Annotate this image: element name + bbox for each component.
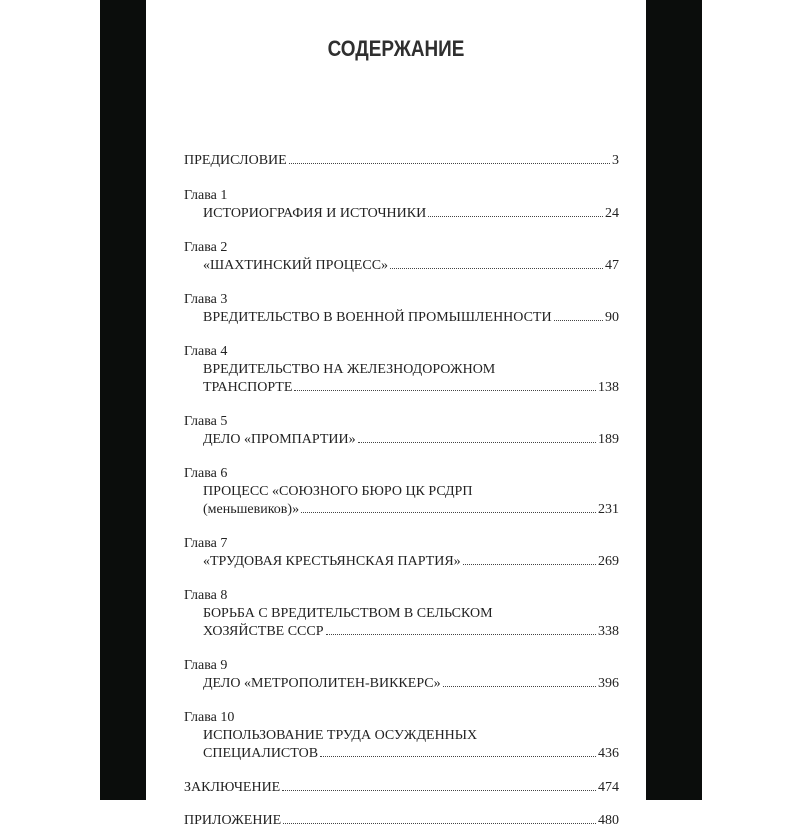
- dot-leader: [320, 755, 596, 757]
- chapter-label: Глава 6: [184, 466, 228, 481]
- toc-entry: [184, 343, 619, 397]
- page-number: 138: [598, 380, 619, 395]
- chapter-label: Глава 10: [184, 710, 235, 725]
- toc-entry: [184, 291, 619, 327]
- entry-title: ХОЗЯЙСТВЕ СССР: [203, 624, 324, 639]
- entry-title: ПРОЦЕСС «СОЮЗНОГО БЮРО ЦК РСДРП: [203, 484, 473, 499]
- page-number: 269: [598, 554, 619, 569]
- dot-leader: [301, 511, 596, 513]
- entry-title: ДЕЛО «МЕТРОПОЛИТЕН-ВИККЕРС»: [203, 676, 441, 691]
- toc-entry: [184, 657, 619, 693]
- page-number: 474: [598, 780, 619, 795]
- dot-leader: [289, 162, 610, 164]
- dot-leader: [358, 441, 596, 443]
- page-number: 396: [598, 676, 619, 691]
- chapter-label: Глава 8: [184, 588, 228, 603]
- chapter-label: Глава 9: [184, 658, 228, 673]
- entry-title: ТРАНСПОРТЕ: [203, 380, 293, 395]
- entry-title: «ТРУДОВАЯ КРЕСТЬЯНСКАЯ ПАРТИЯ»: [203, 554, 461, 569]
- page-number: 24: [605, 206, 619, 221]
- chapter-label: Глава 7: [184, 536, 228, 551]
- toc-entry: [184, 812, 619, 830]
- entry-title: ИСПОЛЬЗОВАНИЕ ТРУДА ОСУЖДЕННЫХ: [203, 728, 478, 743]
- dot-leader: [463, 563, 596, 565]
- entry-title: ИСТОРИОГРАФИЯ И ИСТОЧНИКИ: [203, 206, 427, 221]
- page-number: 90: [605, 310, 619, 325]
- dark-border-left: [100, 0, 146, 800]
- chapter-label: Глава 1: [184, 188, 228, 203]
- page-number: 436: [598, 746, 619, 761]
- dot-leader: [282, 789, 596, 791]
- toc-entry: [184, 779, 619, 797]
- page-title: СОДЕРЖАНИЕ: [327, 36, 465, 61]
- book-page: [146, 0, 646, 828]
- dot-leader: [443, 685, 596, 687]
- dot-leader: [428, 215, 603, 217]
- page-number: 338: [598, 624, 619, 639]
- page-number: 47: [605, 258, 619, 273]
- toc-entry: [184, 187, 619, 223]
- chapter-label: Глава 2: [184, 240, 228, 255]
- chapter-label: Глава 3: [184, 292, 228, 307]
- toc-entry: [184, 239, 619, 275]
- toc-entry: [184, 465, 619, 519]
- entry-title: ПРИЛОЖЕНИЕ: [184, 813, 282, 828]
- page-number: 189: [598, 432, 619, 447]
- chapter-label: Глава 4: [184, 344, 228, 359]
- toc-entry: [184, 413, 619, 449]
- dark-border-right: [646, 0, 702, 800]
- toc-entry: [184, 535, 619, 571]
- page-number: 231: [598, 502, 619, 517]
- dot-leader: [390, 267, 603, 269]
- dot-leader: [554, 319, 603, 321]
- chapter-label: Глава 5: [184, 414, 228, 429]
- table-of-contents: [184, 136, 619, 830]
- dot-leader: [326, 633, 596, 635]
- toc-entry: [184, 709, 619, 763]
- entry-title: СПЕЦИАЛИСТОВ: [203, 746, 319, 761]
- entry-title: ЗАКЛЮЧЕНИЕ: [184, 780, 281, 795]
- entry-title: ВРЕДИТЕЛЬСТВО НА ЖЕЛЕЗНОДОРОЖНОМ: [203, 362, 496, 377]
- toc-entry: [184, 152, 619, 170]
- entry-title: БОРЬБА С ВРЕДИТЕЛЬСТВОМ В СЕЛЬСКОМ: [203, 606, 493, 621]
- entry-title: (меньшевиков)»: [203, 502, 300, 517]
- dot-leader: [283, 822, 596, 824]
- entry-title: ДЕЛО «ПРОМПАРТИИ»: [203, 432, 356, 447]
- page-number: 480: [598, 813, 619, 828]
- toc-entry: [184, 587, 619, 641]
- entry-title: «ШАХТИНСКИЙ ПРОЦЕСС»: [203, 258, 389, 273]
- dot-leader: [294, 389, 596, 391]
- entry-title: ВРЕДИТЕЛЬСТВО В ВОЕННОЙ ПРОМЫШЛЕННОСТИ: [203, 310, 552, 325]
- entry-title: ПРЕДИСЛОВИЕ: [184, 153, 287, 168]
- page-number: 3: [612, 153, 619, 168]
